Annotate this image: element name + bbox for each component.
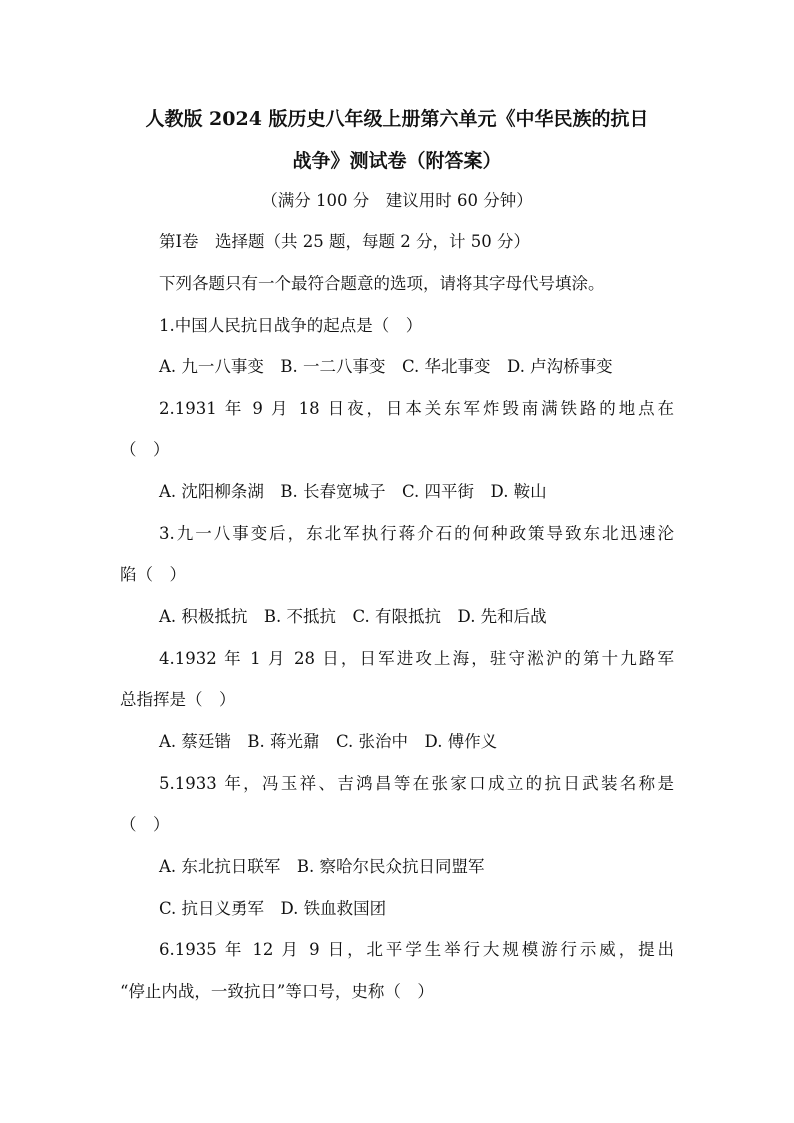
question-stem-continued: “停止内战，一致抗日”等口号，史称（ ） [120, 982, 434, 1001]
question-options: A. 东北抗日联军 B. 察哈尔民众抗日同盟军 [159, 857, 485, 876]
section-heading: 第Ⅰ卷 选择题（共 25 题，每题 2 分，计 50 分） [159, 232, 530, 251]
question-stem: 3.九一八事变后，东北军执行蒋介石的何种政策导致东北迅速沦 [159, 524, 674, 543]
question-stem-continued: （ ） [120, 440, 170, 459]
question-stem: 5.1933 年，冯玉祥、吉鸿昌等在张家口成立的抗日武装名称是 [159, 774, 674, 793]
question-stem-continued: （ ） [120, 815, 170, 834]
question-stem: 2.1931 年 9 月 18 日夜，日本关东军炸毁南满铁路的地点在 [159, 399, 674, 418]
question-options: A. 九一八事变 B. 一二八事变 C. 华北事变 D. 卢沟桥事变 [159, 357, 613, 376]
instruction-text: 下列各题只有一个最符合题意的选项，请将其字母代号填涂。 [159, 274, 605, 293]
question-stem-continued: 总指挥是（ ） [120, 690, 236, 709]
question-stem-continued: 陷（ ） [120, 565, 186, 584]
question-options: A. 积极抵抗 B. 不抵抗 C. 有限抵抗 D. 先和后战 [159, 607, 547, 626]
document-title-line-2: 战争》测试卷（附答案） [292, 150, 502, 172]
question-stem: 4.1932 年 1 月 28 日，日军进攻上海，驻守淞沪的第十九路军 [159, 649, 674, 668]
document-title-line-1: 人教版 2024 版历史八年级上册第六单元《中华民族的抗日 [145, 108, 649, 130]
question-options: A. 沈阳柳条湖 B. 长春宽城子 C. 四平街 D. 鞍山 [159, 482, 547, 501]
question-options-continued: C. 抗日义勇军 D. 铁血救国团 [159, 899, 387, 918]
question-options: A. 蔡廷锴 B. 蒋光鼐 C. 张治中 D. 傅作义 [159, 732, 498, 751]
question-stem: 1.中国人民抗日战争的起点是（ ） [159, 316, 423, 335]
question-stem: 6.1935 年 12 月 9 日，北平学生举行大规模游行示威，提出 [159, 940, 674, 959]
exam-subtitle: （满分 100 分 建议用时 60 分钟） [261, 191, 533, 210]
